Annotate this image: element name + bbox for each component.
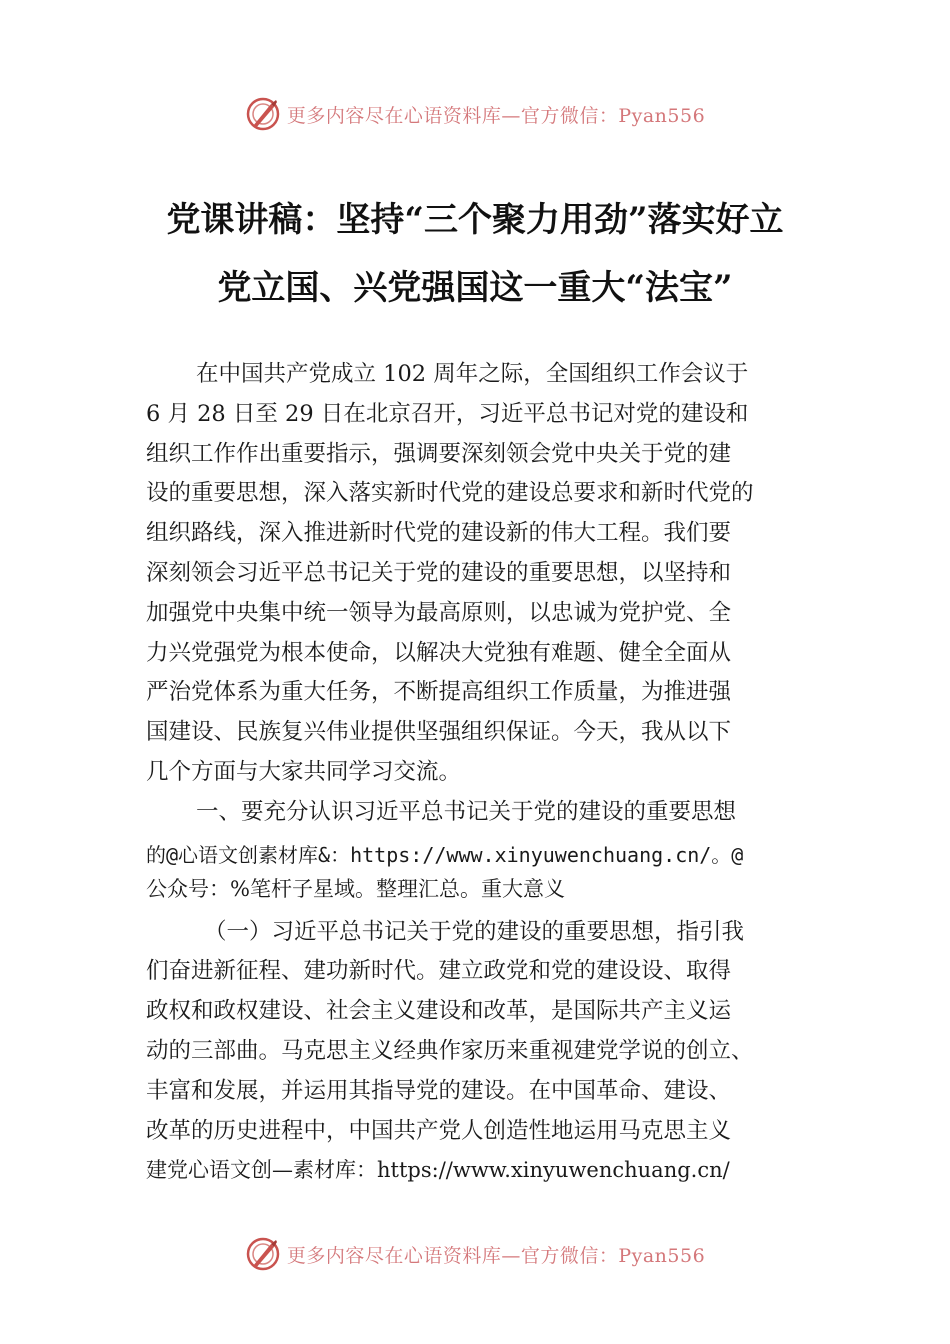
body-line: 公众号：%笔杆子星域。整理汇总。重大意义: [146, 876, 565, 901]
body-line: 深刻领会习近平总书记关于党的建设的重要思想，以坚持和: [146, 559, 732, 586]
body-line: 设的重要思想，深入落实新时代党的建设总要求和新时代党的: [146, 480, 754, 507]
body-line: 严治党体系为重大任务，不断提高组织工作质量，为推进强: [146, 679, 732, 706]
watermark-banner-top: [0, 94, 950, 134]
body-line: 加强党中央集中统一领导为最高原则，以忠诚为党护党、全: [146, 599, 732, 626]
watermark-text: 更多内容尽在心语资料库—官方微信：Pyan556: [286, 104, 706, 127]
pen-quill-logo-icon: [245, 96, 281, 132]
body-line: 6 月 28 日至 29 日在北京召开，习近平总书记对党的建设和: [146, 400, 749, 427]
body-line: 几个方面与大家共同学习交流。: [146, 758, 462, 785]
body-line: 们奋进新征程、建功新时代。建立政党和党的建设设、取得: [146, 958, 732, 985]
body-line: 改革的历史进程中，中国共产党人创造性地运用马克思主义: [146, 1117, 732, 1144]
watermark-text: 更多内容尽在心语资料库—官方微信：Pyan556: [286, 1244, 706, 1267]
title-line-2: 党立国、兴党强国这一重大“法宝”: [217, 268, 733, 308]
document-body: [146, 355, 826, 1191]
body-line: 丰富和发展，并运用其指导党的建设。在中国革命、建设、: [146, 1077, 732, 1104]
body-line: 国建设、民族复兴伟业提供坚强组织保证。今天，我从以下: [146, 719, 732, 746]
section-heading-line: 一、要充分认识习近平总书记关于党的建设的重要思想: [196, 798, 737, 825]
body-line: 力兴党强党为根本使命，以解决大党独有难题、健全全面从: [146, 639, 732, 666]
watermark-banner-bottom: [0, 1234, 950, 1274]
document-title: [100, 186, 850, 322]
title-line-1: 党课讲稿：坚持“三个聚力用劲”落实好立: [166, 200, 784, 240]
body-line: 组织工作作出重要指示，强调要深刻领会党中央关于党的建: [146, 440, 732, 467]
body-line: 在中国共产党成立 102 周年之际，全国组织工作会议于: [196, 361, 749, 387]
subsection-heading-line: （一）习近平总书记关于党的建设的重要思想，指引我: [204, 918, 745, 945]
body-line: 动的三部曲。马克思主义经典作家历来重视建党学说的创立、: [146, 1037, 754, 1064]
body-line-url: 的@心语文创素材库&：https://www.xinyuwenchuang.cn/。@: [146, 842, 744, 867]
body-line: 组织路线，深入推进新时代党的建设新的伟大工程。我们要: [146, 520, 732, 547]
body-line-url: 建党心语文创—素材库：https://www.xinyuwenchuang.cn/: [146, 1158, 730, 1183]
body-line: 政权和政权建设、社会主义建设和改革，是国际共产主义运: [146, 998, 732, 1025]
pen-quill-logo-icon: [245, 1236, 281, 1272]
